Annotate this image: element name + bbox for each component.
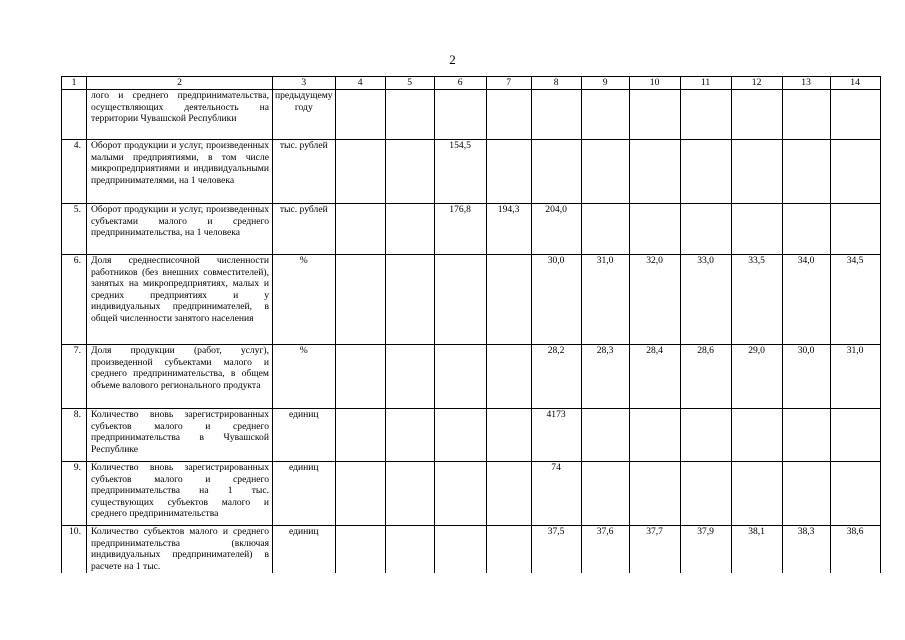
value-cell [385,255,434,345]
indicator-name: Количество субъектов малого и среднего предпринимательства (включая индивидуальных предпринимателей) в расчете на 1 тыс. [87,526,273,573]
table-row [62,140,881,204]
column-header: 6 [434,77,486,90]
value-cell [830,204,880,255]
value-cell: 194,3 [486,204,531,255]
value-cell [680,462,731,526]
value-cell: 176,8 [434,204,486,255]
value-cell [629,204,680,255]
value-cell: 37,7 [629,526,680,573]
value-cell [680,140,731,204]
value-cell [629,409,680,462]
value-cell [335,345,385,409]
unit-cell: предыдущему году [273,90,336,140]
value-cell [385,345,434,409]
value-cell [434,409,486,462]
table-row [62,409,881,462]
value-cell [335,204,385,255]
value-cell [731,204,782,255]
column-header: 11 [680,77,731,90]
column-header: 5 [385,77,434,90]
value-cell: 154,5 [434,140,486,204]
unit-cell: % [273,255,336,345]
value-cell [731,409,782,462]
value-cell [385,140,434,204]
value-cell: 30,0 [531,255,581,345]
value-cell [434,526,486,573]
table-row [62,90,881,140]
row-number: 9. [62,462,87,526]
value-cell [731,90,782,140]
row-number [62,90,87,140]
value-cell: 37,9 [680,526,731,573]
value-cell [486,409,531,462]
unit-cell: % [273,345,336,409]
value-cell [486,140,531,204]
indicator-name: Доля продукции (работ, услуг), произведенной субъектами малого и среднего предпринимательства, в общем объеме валового регионального продукта [87,345,273,409]
indicator-name: Количество вновь зарегистрированных субъектов малого и среднего предпринимательства на 1 тыс. существующих субъектов малого и среднего предпринимательства [87,462,273,526]
indicator-name: лого и среднего предпринимательства, осуществляющих деятельность на территории Чувашской Республики [87,90,273,140]
value-cell [830,90,880,140]
value-cell [629,90,680,140]
column-header: 4 [335,77,385,90]
value-cell [731,462,782,526]
value-cell [434,90,486,140]
value-cell [629,462,680,526]
unit-cell: единиц [273,526,336,573]
value-cell [581,204,629,255]
table-row [62,255,881,345]
column-header: 1 [62,77,87,90]
column-header: 2 [87,77,273,90]
table-row [62,462,881,526]
unit-cell: тыс. рублей [273,140,336,204]
column-number-row [62,77,881,90]
column-header: 3 [273,77,336,90]
value-cell: 37,6 [581,526,629,573]
value-cell: 34,5 [830,255,880,345]
column-header: 8 [531,77,581,90]
column-header: 9 [581,77,629,90]
value-cell [385,526,434,573]
row-number: 6. [62,255,87,345]
unit-cell: единиц [273,462,336,526]
value-cell [385,462,434,526]
indicator-name: Оборот продукции и услуг, произведенных малыми предприятиями, в том числе микропредприятиями и индивидуальными предпринимателями, на 1 человека [87,140,273,204]
value-cell [830,409,880,462]
value-cell: 31,0 [581,255,629,345]
value-cell: 28,3 [581,345,629,409]
value-cell [434,345,486,409]
value-cell [335,255,385,345]
page-number: 2 [449,52,456,67]
value-cell [680,409,731,462]
value-cell [486,90,531,140]
unit-cell: тыс. рублей [273,204,336,255]
value-cell [629,140,680,204]
value-cell [335,140,385,204]
value-cell: 34,0 [782,255,830,345]
value-cell [385,409,434,462]
column-header: 10 [629,77,680,90]
value-cell [782,409,830,462]
value-cell: 31,0 [830,345,880,409]
value-cell [680,204,731,255]
value-cell [486,526,531,573]
value-cell [335,409,385,462]
indicators-table [61,76,881,573]
value-cell [486,345,531,409]
value-cell: 28,4 [629,345,680,409]
value-cell [434,462,486,526]
column-header: 14 [830,77,880,90]
value-cell [531,140,581,204]
value-cell [385,90,434,140]
value-cell [782,90,830,140]
value-cell: 38,6 [830,526,880,573]
value-cell: 28,6 [680,345,731,409]
row-number: 7. [62,345,87,409]
value-cell [782,140,830,204]
value-cell [434,255,486,345]
row-number: 8. [62,409,87,462]
value-cell [385,204,434,255]
table-row [62,204,881,255]
value-cell [581,409,629,462]
table-body [62,90,881,573]
row-number: 5. [62,204,87,255]
value-cell: 38,3 [782,526,830,573]
value-cell [486,255,531,345]
value-cell [581,462,629,526]
value-cell: 4173 [531,409,581,462]
value-cell [680,90,731,140]
value-cell [335,462,385,526]
value-cell [782,462,830,526]
value-cell [335,90,385,140]
indicator-name: Количество вновь зарегистрированных субъектов малого и среднего предпринимательства в Чувашской Республике [87,409,273,462]
column-header: 12 [731,77,782,90]
column-header: 7 [486,77,531,90]
value-cell: 204,0 [531,204,581,255]
value-cell [581,140,629,204]
indicator-name: Доля среднесписочной численности работников (без внешних совместителей), занятых на микропредприятиях, малых и средних предприятиях и у индивидуальных предпринимателей, в общей численности занятого населения [87,255,273,345]
value-cell: 28,2 [531,345,581,409]
value-cell [782,204,830,255]
value-cell [830,462,880,526]
value-cell: 38,1 [731,526,782,573]
value-cell: 37,5 [531,526,581,573]
indicator-name: Оборот продукции и услуг, произведенных субъектами малого и среднего предпринимательства, на 1 человека [87,204,273,255]
value-cell [830,140,880,204]
value-cell [581,90,629,140]
table-row [62,526,881,573]
row-number: 4. [62,140,87,204]
table-row [62,345,881,409]
row-number: 10. [62,526,87,573]
value-cell: 33,5 [731,255,782,345]
value-cell: 33,0 [680,255,731,345]
value-cell [731,140,782,204]
value-cell [531,90,581,140]
value-cell [335,526,385,573]
column-header: 13 [782,77,830,90]
value-cell: 30,0 [782,345,830,409]
value-cell: 32,0 [629,255,680,345]
value-cell [486,462,531,526]
value-cell: 29,0 [731,345,782,409]
value-cell: 74 [531,462,581,526]
unit-cell: единиц [273,409,336,462]
